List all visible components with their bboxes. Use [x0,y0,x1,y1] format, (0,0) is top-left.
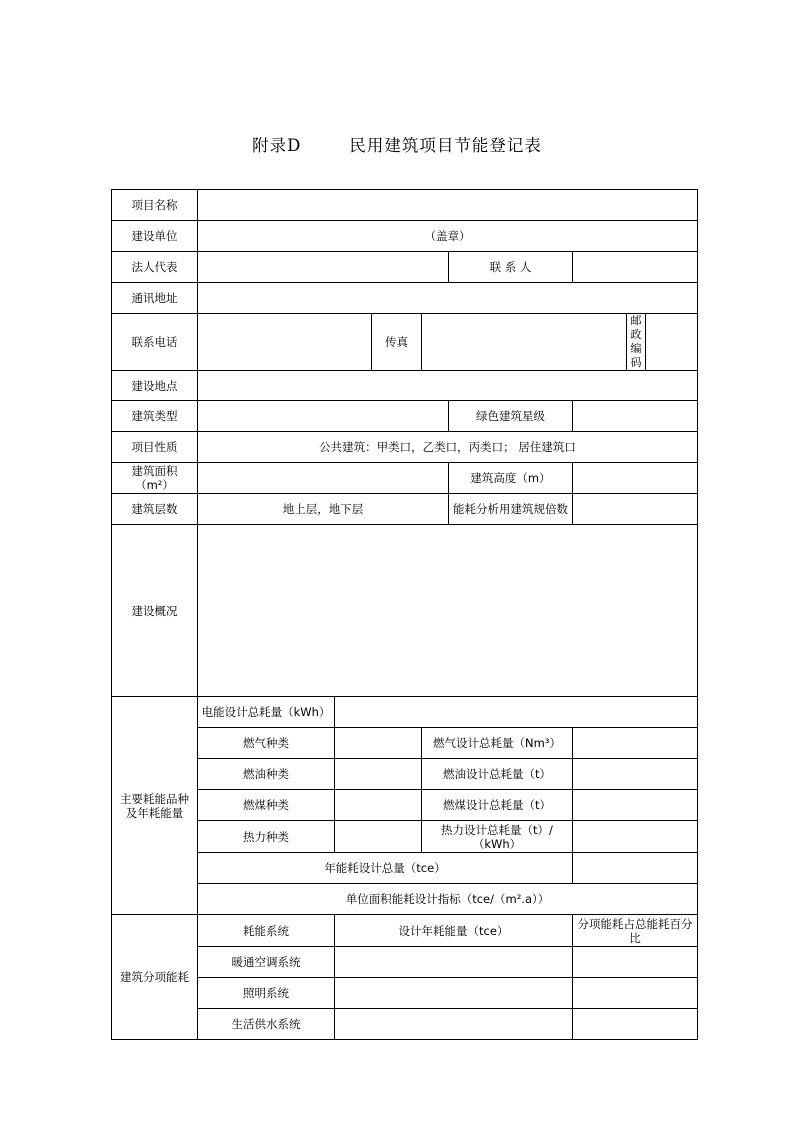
lighting-design-input[interactable] [335,978,573,1009]
floors-value[interactable]: 地上层，地下层 [198,494,449,525]
title-prefix: 附录D [252,136,302,155]
green-rating-label: 绿色建筑星级 [449,401,573,432]
subitem-row-label: 暖通空调系统 [198,947,335,978]
address-label: 通讯地址 [112,283,198,314]
legal-rep-label: 法人代表 [112,252,198,283]
oil-type-input[interactable] [335,759,422,790]
area-input[interactable] [198,463,449,494]
electricity-label: 电能设计总耗量（kWh） [198,697,335,728]
row-lighting [112,978,698,1009]
row-nature [112,432,698,463]
phone-input[interactable] [198,314,372,371]
subitem-col-design: 设计年耗能量（tce） [335,915,573,947]
row-address [112,283,698,314]
builder-input[interactable] [198,221,698,252]
page-title [0,132,794,156]
row-floors [112,494,698,525]
site-input[interactable] [198,371,698,401]
row-gas [112,728,698,759]
height-input[interactable] [573,463,698,494]
subitem-section-label: 建筑分项能耗 [112,915,198,1040]
row-building-type [112,401,698,432]
postcode-label: 邮政编码 [627,314,646,371]
seal-note: （盖章） [424,229,471,243]
energy-section-label: 主要耗能品种及年耗能量 [112,697,198,915]
coal-type-input[interactable] [335,790,422,821]
row-builder [112,221,698,252]
row-coal [112,790,698,821]
row-area [112,463,698,494]
overview-label: 建设概况 [112,525,198,697]
fax-label: 传真 [372,314,422,371]
fax-input[interactable] [422,314,627,371]
row-site [112,371,698,401]
building-type-label: 建筑类型 [112,401,198,432]
site-label: 建设地点 [112,371,198,401]
coal-total-input[interactable] [573,790,698,821]
postcode-input[interactable] [646,314,698,371]
water-design-input[interactable] [335,1009,573,1040]
subitem-col-percent: 分项能耗占总能耗百分比 [573,915,698,947]
overview-input[interactable] [198,525,698,697]
row-heat [112,821,698,853]
coal-total-label: 燃煤设计总耗量（t） [422,790,573,821]
row-phone [112,314,698,371]
annual-total-input[interactable] [573,853,698,884]
hvac-percent-input[interactable] [573,947,698,978]
address-input[interactable] [198,283,698,314]
nature-public-options[interactable]: 公共建筑：甲类口，乙类口，丙类口； [319,440,515,454]
contact-person-label: 联 系 人 [449,252,573,283]
heat-total-label: 热力设计总耗量（t）/（kWh） [422,821,573,853]
row-overview [112,525,698,697]
nature-label: 项目性质 [112,432,198,463]
lighting-percent-input[interactable] [573,978,698,1009]
subitem-row-label: 生活供水系统 [198,1009,335,1040]
project-name-input[interactable] [198,190,698,221]
row-electricity [112,697,698,728]
multiple-label: 能耗分析用建筑规倍数 [449,494,573,525]
heat-type-label: 热力种类 [198,821,335,853]
area-label: 建筑面积（m²） [112,463,198,494]
oil-type-label: 燃油种类 [198,759,335,790]
subitem-col-system: 耗能系统 [198,915,335,947]
multiple-input[interactable] [573,494,698,525]
project-name-label: 项目名称 [112,190,198,221]
gas-type-input[interactable] [335,728,422,759]
contact-person-input[interactable] [573,252,698,283]
row-legal-rep [112,252,698,283]
unit-area-label: 单位面积能耗设计指标（tce/（m².a）） [198,884,698,915]
gas-type-label: 燃气种类 [198,728,335,759]
row-water [112,1009,698,1040]
oil-total-label: 燃油设计总耗量（t） [422,759,573,790]
floors-label: 建筑层数 [112,494,198,525]
building-type-input[interactable] [198,401,449,432]
row-unit-area [112,884,698,915]
height-label: 建筑高度（m） [449,463,573,494]
row-oil [112,759,698,790]
nature-residential-option[interactable]: 居住建筑口 [518,440,576,454]
subitem-row-label: 照明系统 [198,978,335,1009]
nature-options[interactable] [198,432,698,463]
row-annual-total [112,853,698,884]
water-percent-input[interactable] [573,1009,698,1040]
oil-total-input[interactable] [573,759,698,790]
coal-type-label: 燃煤种类 [198,790,335,821]
builder-label: 建设单位 [112,221,198,252]
gas-total-label: 燃气设计总耗量（Nm³） [422,728,573,759]
registration-form-table [111,189,698,1040]
legal-rep-input[interactable] [198,252,449,283]
title-main: 民用建筑项目节能登记表 [349,136,542,155]
row-project-name [112,190,698,221]
green-rating-input[interactable] [573,401,698,432]
phone-label: 联系电话 [112,314,198,371]
row-hvac [112,947,698,978]
row-subitem-header [112,915,698,947]
annual-total-label: 年能耗设计总量（tce） [198,853,573,884]
electricity-input[interactable] [335,697,698,728]
heat-total-input[interactable] [573,821,698,853]
heat-type-input[interactable] [335,821,422,853]
hvac-design-input[interactable] [335,947,573,978]
gas-total-input[interactable] [573,728,698,759]
